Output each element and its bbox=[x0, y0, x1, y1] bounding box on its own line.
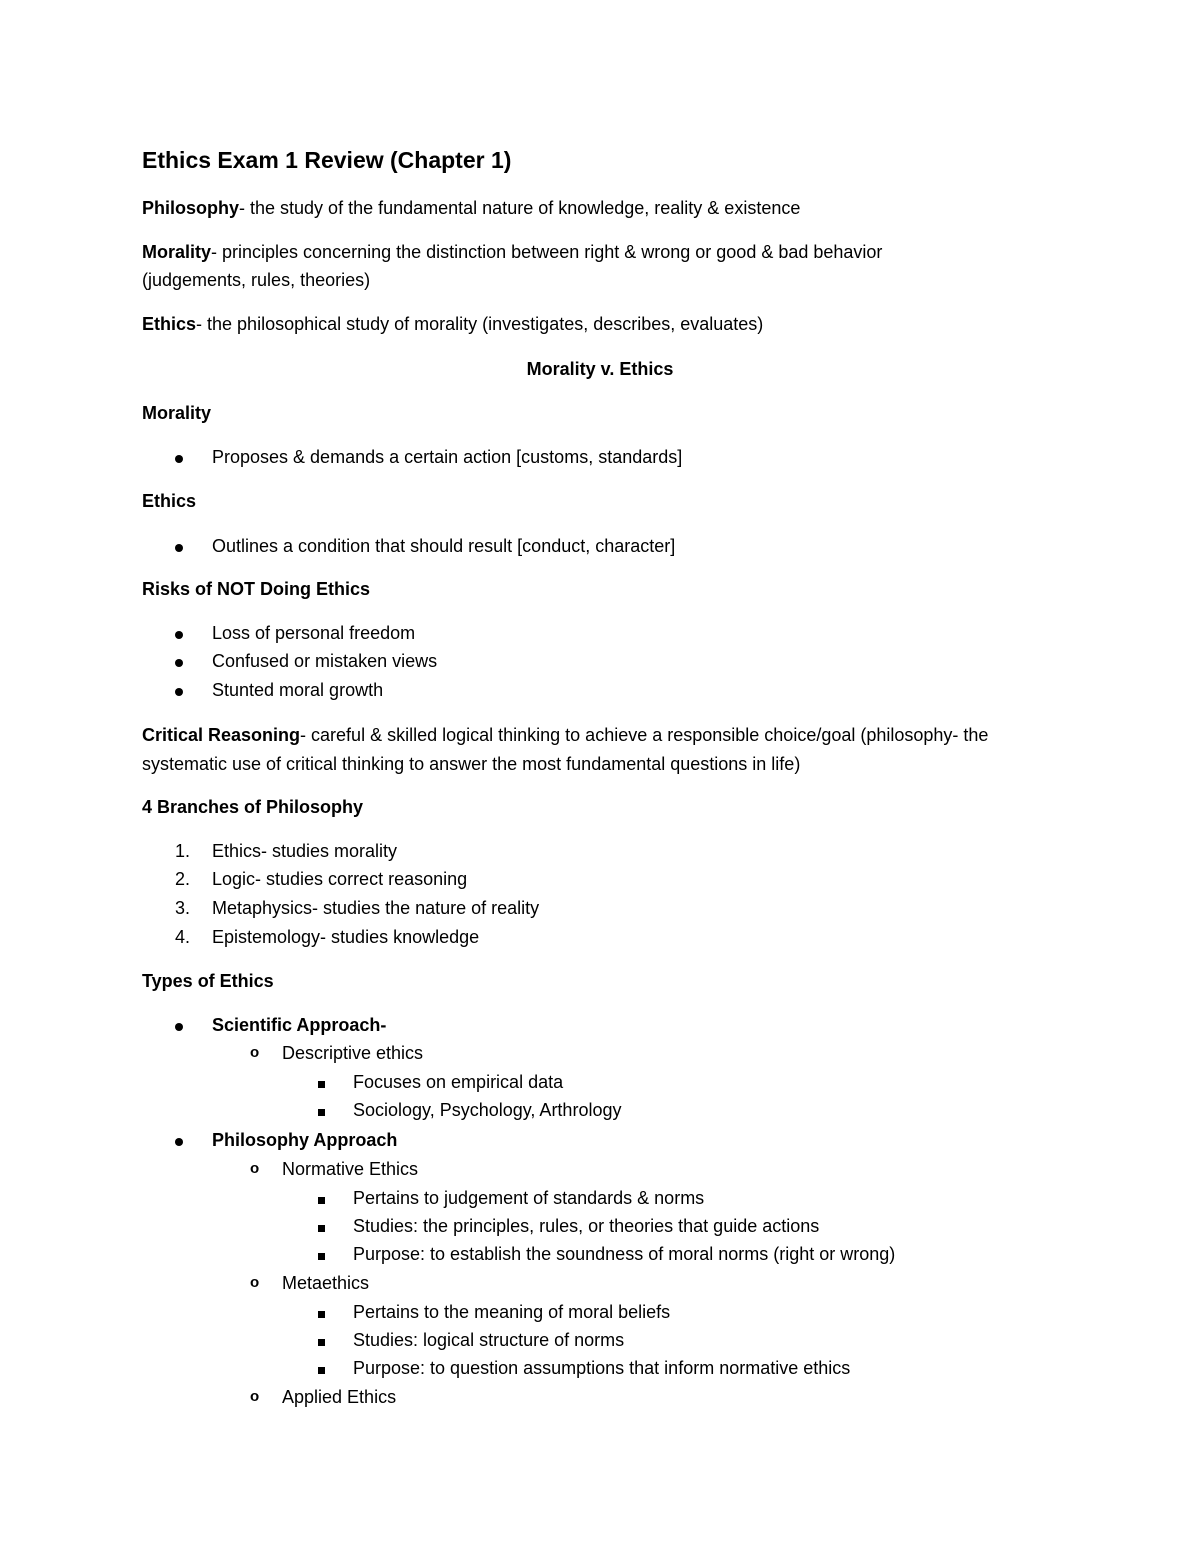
branches-heading: 4 Branches of Philosophy bbox=[142, 797, 364, 817]
bullet-dot bbox=[175, 678, 183, 702]
bullet-dot bbox=[175, 649, 183, 673]
philosophy-text: - the study of the fundamental nature of knowledge, reality & existence bbox=[239, 198, 801, 218]
descriptive-ethics: Descriptive ethics bbox=[282, 1043, 424, 1063]
morality-term: Morality bbox=[142, 242, 212, 262]
bullet-square bbox=[318, 1300, 325, 1324]
critical-reasoning-text-line2: systematic use of critical thinking to answer the most fundamental questions in life) bbox=[142, 754, 801, 774]
morality-item: Proposes & demands a certain action [customs, standards] bbox=[212, 447, 683, 467]
branch-item: Metaphysics- studies the nature of reality bbox=[212, 898, 540, 918]
branch-number: 4. bbox=[175, 927, 191, 947]
page-title: Ethics Exam 1 Review (Chapter 1) bbox=[142, 147, 512, 173]
metaethics-item: Studies: logical structure of norms bbox=[353, 1330, 625, 1350]
comparison-heading: Morality v. Ethics bbox=[526, 359, 674, 379]
ethics-heading: Ethics bbox=[142, 491, 197, 511]
philosophy-definition bbox=[142, 196, 800, 220]
morality-definition bbox=[142, 240, 882, 264]
metaethics-item: Pertains to the meaning of moral beliefs bbox=[353, 1302, 671, 1322]
morality-heading: Morality bbox=[142, 403, 212, 423]
morality-text-line2: (judgements, rules, theories) bbox=[142, 270, 371, 290]
applied-ethics: Applied Ethics bbox=[282, 1387, 397, 1407]
bullet-square bbox=[318, 1186, 325, 1210]
risk-item: Loss of personal freedom bbox=[212, 623, 416, 643]
bullet-dot bbox=[175, 445, 183, 469]
bullet-dot bbox=[175, 621, 183, 645]
types-heading: Types of Ethics bbox=[142, 971, 274, 991]
bullet-square bbox=[318, 1356, 325, 1380]
bullet-square bbox=[318, 1214, 325, 1238]
bullet-circle: o bbox=[250, 1044, 260, 1061]
ethics-item: Outlines a condition that should result [conduct, character] bbox=[212, 536, 676, 556]
risks-heading: Risks of NOT Doing Ethics bbox=[142, 579, 371, 599]
branch-item: Ethics- studies morality bbox=[212, 841, 398, 861]
bullet-square bbox=[318, 1328, 325, 1352]
risk-item: Stunted moral growth bbox=[212, 680, 384, 700]
critical-reasoning-definition bbox=[142, 723, 988, 747]
ethics-term: Ethics bbox=[142, 314, 197, 334]
bullet-square bbox=[318, 1098, 325, 1122]
metaethics: Metaethics bbox=[282, 1273, 370, 1293]
morality-text-line1: - principles concerning the distinction between right & wrong or good & bad behavior bbox=[211, 242, 883, 262]
ethics-text: - the philosophical study of morality (investigates, describes, evaluates) bbox=[196, 314, 764, 334]
bullet-dot bbox=[175, 1013, 183, 1037]
branch-number: 1. bbox=[175, 841, 191, 861]
bullet-square bbox=[318, 1070, 325, 1094]
normative-item: Studies: the principles, rules, or theories that guide actions bbox=[353, 1216, 820, 1236]
critical-reasoning-term: Critical Reasoning bbox=[142, 725, 301, 745]
descriptive-item: Sociology, Psychology, Arthrology bbox=[353, 1100, 622, 1120]
branch-item: Epistemology- studies knowledge bbox=[212, 927, 480, 947]
branch-number: 2. bbox=[175, 869, 191, 889]
ethics-definition bbox=[142, 312, 763, 336]
bullet-circle: o bbox=[250, 1388, 260, 1405]
scientific-approach: Scientific Approach- bbox=[212, 1015, 387, 1035]
bullet-dot bbox=[175, 534, 183, 558]
critical-reasoning-text-line1: - careful & skilled logical thinking to achieve a responsible choice/goal (philosophy- the bbox=[300, 725, 989, 745]
normative-ethics: Normative Ethics bbox=[282, 1159, 419, 1179]
normative-item: Pertains to judgement of standards & norms bbox=[353, 1188, 705, 1208]
philosophy-term: Philosophy bbox=[142, 198, 240, 218]
bullet-dot bbox=[175, 1128, 183, 1152]
risk-item: Confused or mistaken views bbox=[212, 651, 438, 671]
bullet-circle: o bbox=[250, 1274, 260, 1291]
descriptive-item: Focuses on empirical data bbox=[353, 1072, 564, 1092]
bullet-square bbox=[318, 1242, 325, 1266]
branch-item: Logic- studies correct reasoning bbox=[212, 869, 468, 889]
philosophy-approach: Philosophy Approach bbox=[212, 1130, 398, 1150]
metaethics-item: Purpose: to question assumptions that inform normative ethics bbox=[353, 1358, 851, 1378]
branch-number: 3. bbox=[175, 898, 191, 918]
bullet-circle: o bbox=[250, 1160, 260, 1177]
normative-item: Purpose: to establish the soundness of moral norms (right or wrong) bbox=[353, 1244, 896, 1264]
